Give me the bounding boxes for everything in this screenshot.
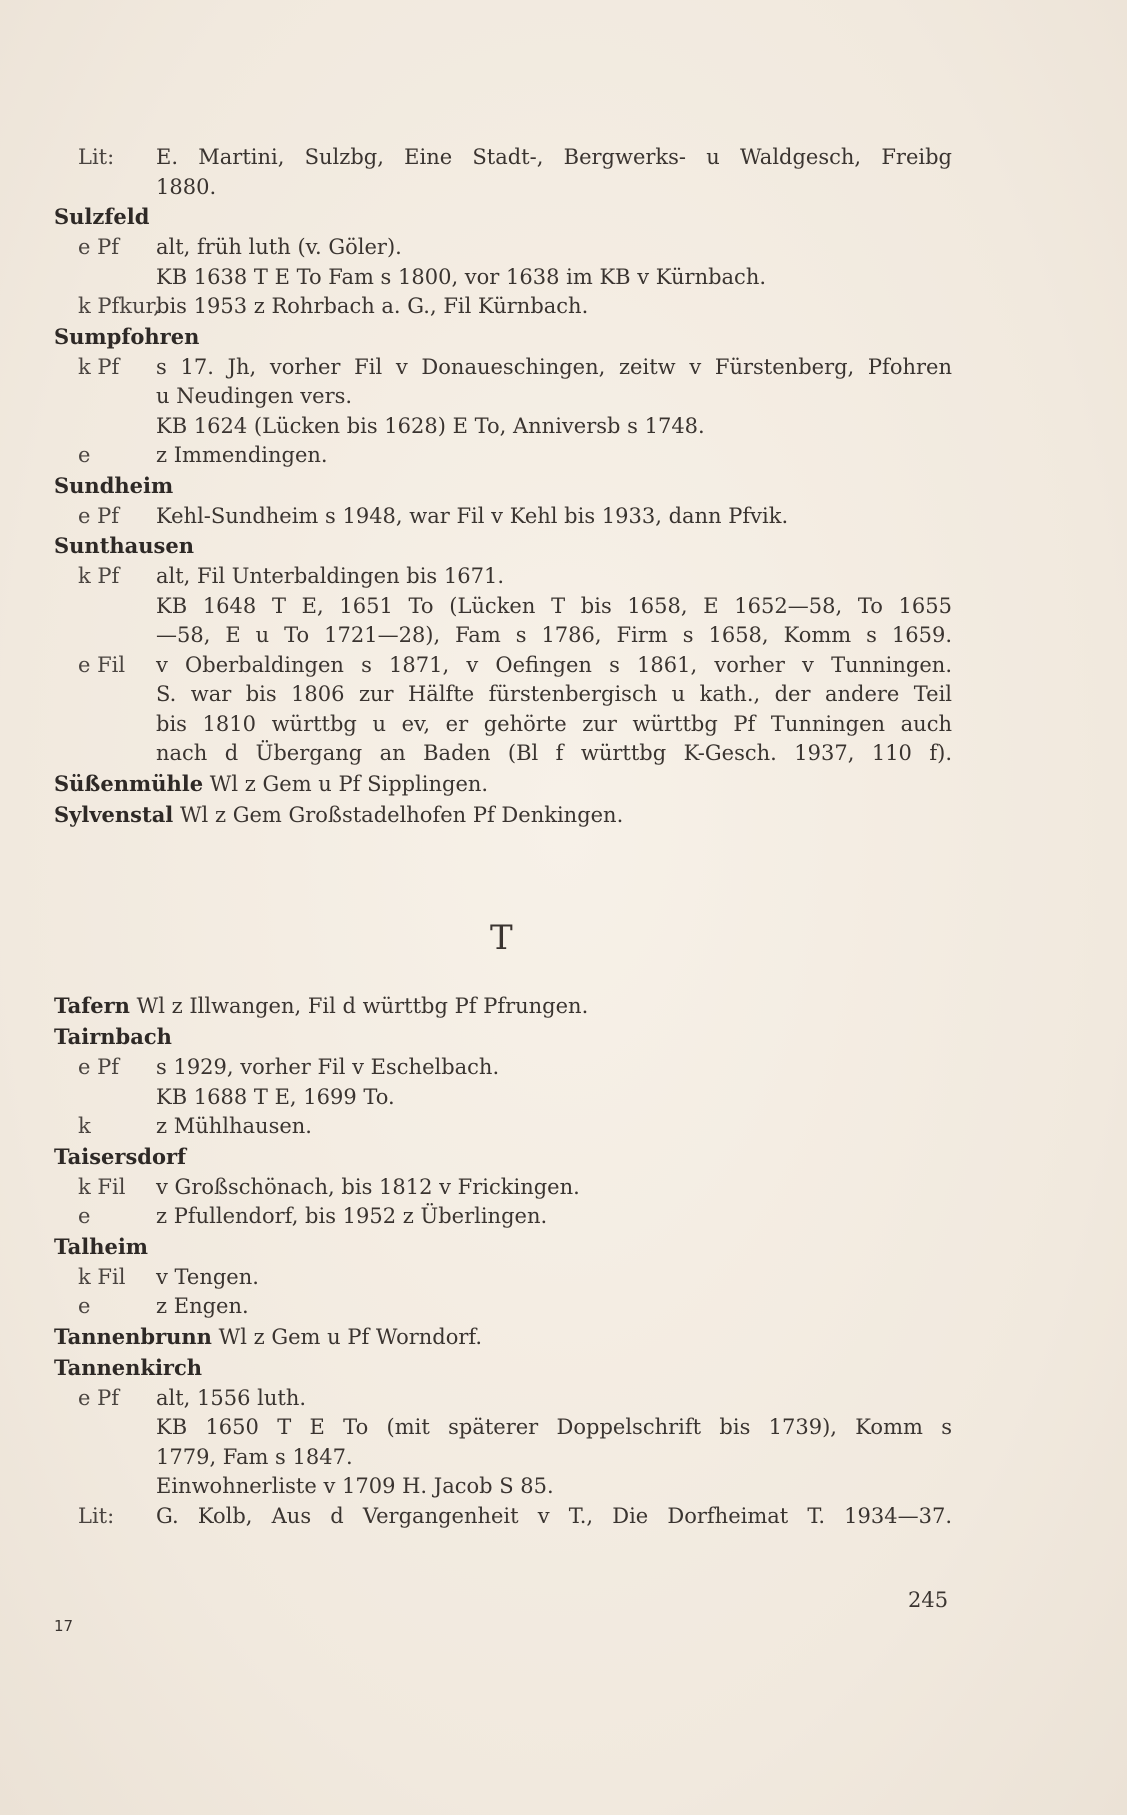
entry-line (54, 143, 954, 173)
entry-text: 1779, Fam s 1847. (156, 1444, 353, 1469)
entry-line (54, 292, 954, 322)
entry-heading (54, 322, 954, 353)
entry-line (54, 441, 954, 471)
entry-title: Tannenkirch (54, 1354, 203, 1380)
entry-title: Sumpfohren (54, 323, 200, 349)
page-number: 245 (908, 1588, 949, 1612)
entry-text: alt, 1556 luth. (156, 1385, 307, 1410)
section-letter-heading: T (490, 918, 513, 958)
entry-heading (54, 1322, 954, 1353)
entry-text: S. war bis 1806 zur Hälfte fürstenbergisch u kath., der andere Teil (156, 682, 952, 706)
entry-text: z Mühlhausen. (156, 1114, 312, 1138)
entry-line (54, 233, 954, 263)
entry-title: Sulzfeld (54, 204, 150, 229)
entry-text: v Oberbaldingen s 1871, v Oefingen s 1861, vorher v Tunningen. (156, 652, 952, 677)
entry-line (54, 1083, 954, 1113)
entry-title: Sundheim (54, 472, 174, 498)
entry-text: KB 1650 T E To (mit späterer Doppelschrift bis 1739), Komm s (156, 1415, 952, 1439)
entry-line (54, 1384, 954, 1414)
entry-heading (54, 1232, 954, 1263)
entry-title: Sylvenstal (54, 801, 174, 827)
entry-text: Einwohnerliste v 1709 H. Jacob S 85. (156, 1474, 554, 1498)
entry-line (54, 651, 954, 681)
entry-title: Tafern (54, 993, 130, 1018)
entry-label: e (78, 443, 91, 467)
entry-line (54, 1413, 954, 1443)
entry-heading (54, 471, 954, 502)
entry-heading (54, 202, 954, 233)
entry-title: Süßenmühle (54, 770, 204, 796)
entry-label: e Pf (78, 235, 120, 259)
entry-line (54, 1472, 954, 1502)
entry-line (54, 621, 954, 651)
entry-label: e (78, 1294, 91, 1318)
entry-title: Sunthausen (54, 533, 194, 558)
entry-text: —58, E u To 1721—28), Fam s 1786, Firm s 1658, Komm s 1659. (156, 623, 952, 647)
entry-inline-text: Wl z Illwangen, Fil d württbg Pf Pfrungen. (129, 994, 589, 1018)
entry-text: u Neudingen vers. (156, 384, 353, 408)
entry-line (54, 1202, 954, 1232)
entry-text: KB 1638 T E To Fam s 1800, vor 1638 im KB v Kürnbach. (156, 264, 767, 289)
entry-text: nach d Übergang an Baden (Bl f württbg K-Gesch. 1937, 110 f). (156, 741, 952, 765)
entry-text: 1880. (156, 174, 217, 199)
entry-text: KB 1648 T E, 1651 To (Lücken T bis 1658, E 1652—58, To 1655 (156, 593, 952, 618)
entry-heading (54, 531, 954, 562)
entry-label: k Fil (78, 1264, 126, 1289)
entry-line (54, 1292, 954, 1322)
entry-text: bis 1810 württbg u ev, er gehörte zur württbg Pf Tunningen auch (156, 711, 952, 736)
entries-block-s (54, 143, 954, 831)
entry-line (54, 1053, 954, 1083)
entry-text: alt, Fil Unterbaldingen bis 1671. (156, 564, 504, 588)
entry-heading (54, 991, 954, 1022)
entry-text: G. Kolb, Aus d Vergangenheit v T., Die Dorfheimat T. 1934—37. (156, 1503, 952, 1528)
entry-label: k Pfkur, (78, 294, 160, 318)
entry-inline-text: Wl z Gem u Pf Worndorf. (211, 1324, 483, 1349)
entries-block-t (54, 991, 954, 1531)
entry-label: e Fil (78, 652, 126, 677)
entry-line (54, 1263, 954, 1293)
entry-title: Tairnbach (54, 1024, 172, 1049)
entry-heading (54, 1353, 954, 1384)
entry-label: e Pf (78, 1385, 120, 1410)
entry-text: E. Martini, Sulzbg, Eine Stadt-, Bergwerks- u Waldgesch, Freibg (156, 145, 952, 169)
entry-label: Lit: (78, 145, 115, 169)
entry-line (54, 173, 954, 203)
entry-text: bis 1953 z Rohrbach a. G., Fil Kürnbach. (156, 294, 589, 318)
entry-label: k (78, 1114, 91, 1138)
entry-text: KB 1688 T E, 1699 To. (156, 1084, 395, 1109)
entry-label: e Pf (78, 503, 120, 528)
entry-line (54, 592, 954, 622)
entry-line (54, 502, 954, 532)
entry-line (54, 1443, 954, 1473)
entry-line (54, 353, 954, 383)
entry-inline-text: Wl z Gem u Pf Sipplingen. (203, 771, 489, 796)
signature-mark: 17 (54, 1617, 74, 1635)
entry-label: k Fil (78, 1174, 126, 1199)
entry-text: z Pfullendorf, bis 1952 z Überlingen. (156, 1204, 548, 1228)
entry-heading (54, 1022, 954, 1053)
entry-title: Taisersdorf (54, 1143, 187, 1169)
entry-line (54, 263, 954, 293)
entry-line (54, 1173, 954, 1203)
entry-heading (54, 769, 954, 800)
entry-line (54, 1112, 954, 1142)
entry-inline-text: Wl z Gem Großstadelhofen Pf Denkingen. (173, 802, 624, 827)
entry-line (54, 562, 954, 592)
entry-heading (54, 800, 954, 831)
entry-line (54, 680, 954, 710)
entry-text: s 1929, vorher Fil v Eschelbach. (156, 1055, 500, 1079)
entry-label: e (78, 1204, 91, 1228)
entry-text: z Immendingen. (156, 443, 328, 467)
entry-line (54, 382, 954, 412)
entry-line (54, 710, 954, 740)
entry-text: s 17. Jh, vorher Fil v Donaueschingen, zeitw v Fürstenberg, Pfohren (156, 354, 952, 379)
entry-heading (54, 1142, 954, 1173)
entry-label: Lit: (78, 1503, 115, 1528)
entry-text: alt, früh luth (v. Göler). (156, 235, 402, 259)
entry-title: Tannenbrunn (54, 1323, 212, 1349)
entry-title: Talheim (54, 1233, 149, 1259)
entry-label: k Pf (78, 564, 120, 588)
entry-line (54, 412, 954, 442)
entry-text: z Engen. (156, 1294, 249, 1318)
entry-text: Kehl-Sundheim s 1948, war Fil v Kehl bis 1933, dann Pfvik. (156, 503, 789, 528)
entry-label: e Pf (78, 1055, 120, 1079)
entry-text: KB 1624 (Lücken bis 1628) E To, Anniversb s 1748. (156, 413, 705, 438)
entry-text: v Tengen. (156, 1264, 259, 1289)
entry-label: k Pf (78, 354, 120, 379)
entry-line (54, 739, 954, 769)
entry-text: v Großschönach, bis 1812 v Frickingen. (156, 1174, 580, 1199)
entry-line (54, 1502, 954, 1532)
